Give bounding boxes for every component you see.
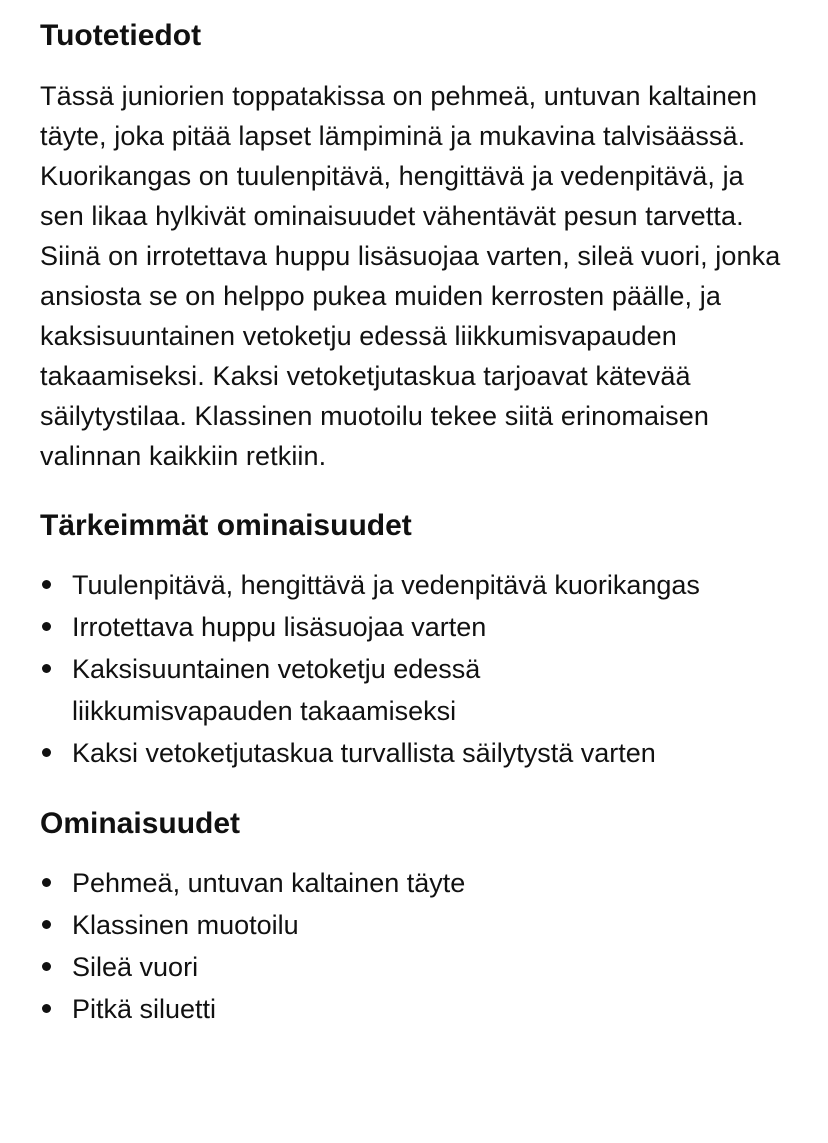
list-item-text: Klassinen muotoilu <box>72 910 299 940</box>
bullet-icon <box>42 664 51 673</box>
list-item-text: Kaksi vetoketjutaskua turvallista säilytystä varten <box>72 738 656 768</box>
list-item <box>40 988 788 1030</box>
list-item <box>40 564 788 606</box>
bullet-icon <box>42 622 51 631</box>
bullet-icon <box>42 962 51 971</box>
bullet-icon <box>42 580 51 589</box>
bullet-icon <box>42 920 51 929</box>
product-info-title: Tuotetiedot <box>40 19 202 52</box>
features-list <box>40 862 788 1030</box>
bullet-icon <box>42 748 51 757</box>
list-item-text: Kaksisuuntainen vetoketju edessä liikkumisvapauden takaamiseksi <box>72 654 481 726</box>
features-title: Ominaisuudet <box>40 807 241 840</box>
list-item-text: Tuulenpitävä, hengittävä ja vedenpitävä kuorikangas <box>72 570 700 600</box>
list-item <box>40 946 788 988</box>
list-item-text: Pehmeä, untuvan kaltainen täyte <box>72 868 466 898</box>
bullet-icon <box>42 1004 51 1013</box>
key-features-title: Tärkeimmät ominaisuudet <box>40 509 412 542</box>
list-item <box>40 904 788 946</box>
key-features-list <box>40 564 788 774</box>
list-item <box>40 862 788 904</box>
list-item-text: Pitkä siluetti <box>72 994 217 1024</box>
list-item <box>40 648 788 732</box>
bullet-icon <box>42 878 51 887</box>
list-item-text: Sileä vuori <box>72 952 199 982</box>
list-item <box>40 606 788 648</box>
product-description: Tässä juniorien toppatakissa on pehmeä, untuvan kaltainen täyte, joka pitää lapset lämpiminä ja mukavina talvisäässä. Kuorikangas on tuulenpitävä, hengittävä ja vedenpitävä, ja sen likaa hylkivät ominaisuudet vähentävät pesun tarvetta. Siinä on irrotettava huppu lisäsuojaa varten, sileä vuori, jonka ansiosta se on helppo pukea muiden kerrosten päälle, ja kaksisuuntainen vetoketju edessä liikkumisvapauden takaamiseksi. Kaksi vetoketjutaskua tarjoavat kätevää säilytystilaa. Klassinen muotoilu tekee siitä erinomaisen valinnan kaikkiin retkiin. <box>40 81 781 471</box>
list-item <box>40 732 788 774</box>
list-item-text: Irrotettava huppu lisäsuojaa varten <box>72 612 487 642</box>
